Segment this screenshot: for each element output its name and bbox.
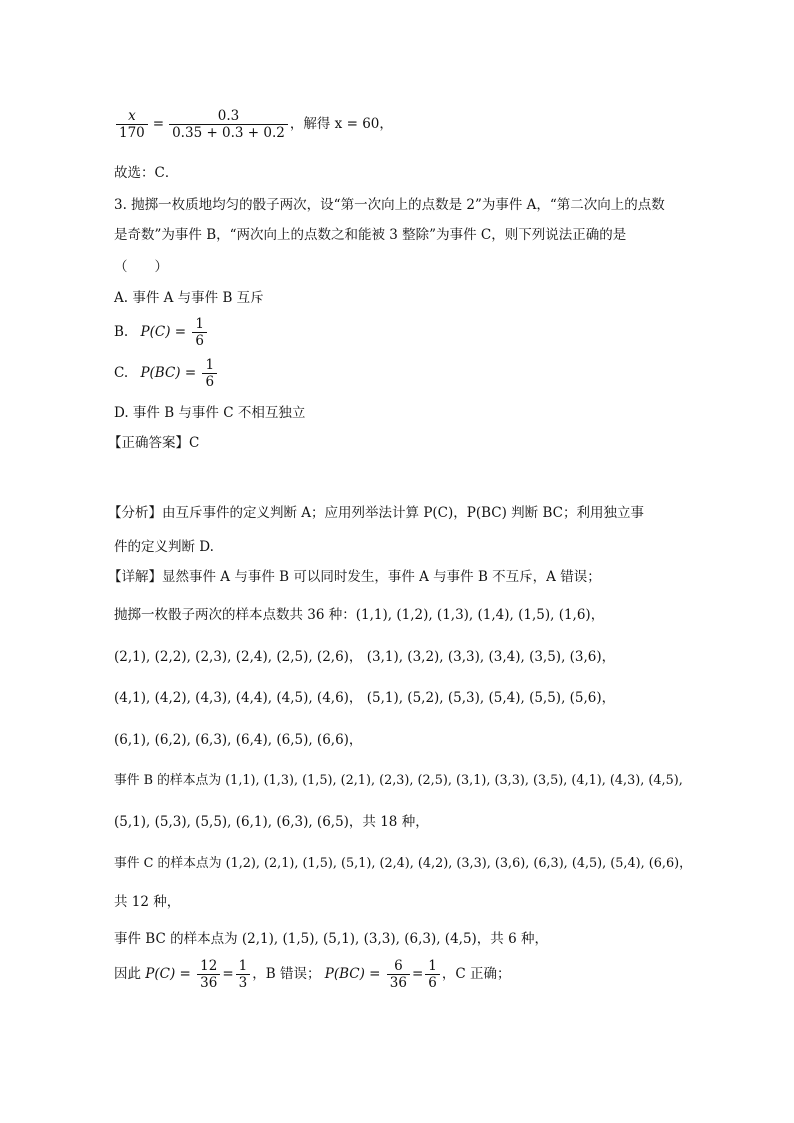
- detail-line-2: 抛掷一枚骰子两次的样本点数共 36 种：(1,1), (1,2), (1,3), (1,4), (1,5), (1,6)，: [114, 607, 605, 623]
- fraction-x-over-170: [116, 108, 148, 141]
- fraction-denominator: 6: [195, 333, 204, 350]
- previous-answer: 故选：C．: [114, 165, 179, 181]
- fraction-numerator: x: [116, 108, 148, 125]
- conclusion-mid: ，B 错误；: [252, 966, 321, 983]
- analysis-line-1: 【分析】由互斥事件的定义判断 A；应用列举法计算 P(C)，P(BC) 判断 BC；利用独立事: [108, 505, 644, 521]
- option-b-expression: P(C) =: [140, 324, 187, 341]
- fraction-numerator: 0.3: [169, 108, 288, 125]
- fraction-denominator: 36: [200, 975, 218, 992]
- fraction-denominator: 3: [238, 975, 248, 992]
- fraction-numerator: 1: [192, 316, 207, 333]
- fraction-numerator: 12: [197, 958, 220, 975]
- question-line-3: （ ）: [114, 259, 168, 275]
- fraction-6-36: [387, 958, 410, 991]
- option-a: A. 事件 A 与事件 B 互斥: [114, 290, 264, 306]
- fraction-1-6: [425, 958, 440, 991]
- option-c-fraction: [202, 357, 217, 390]
- conclusion-end: ，C 正确；: [441, 966, 511, 983]
- conclusion-prefix: 因此: [114, 966, 141, 983]
- equals-sign: =: [152, 116, 165, 133]
- detail-line-8: 事件 C 的样本点为 (1,2), (2,1), (1,5), (5,1), (2,4), (4,2), (3,3), (3,6), (6,3), (4,5), (5,4), (6,6)，: [114, 856, 692, 871]
- fraction-denominator: 170: [119, 125, 145, 142]
- fraction-12-36: [197, 958, 220, 991]
- option-c-expression: P(BC) =: [140, 365, 197, 382]
- detail-line-1: 【详解】显然事件 A 与事件 B 可以同时发生，事件 A 与事件 B 不互斥，A 错误；: [108, 569, 601, 585]
- fraction-numerator: 6: [387, 958, 410, 975]
- detail-line-5: (6,1), (6,2), (6,3), (6,4), (6,5), (6,6)，: [114, 732, 363, 748]
- formula-line: [114, 108, 393, 141]
- detail-line-6: 事件 B 的样本点为 (1,1), (1,3), (1,5), (2,1), (2,3), (2,5), (3,1), (3,3), (3,5), (4,1), (4,3), (4,5),: [114, 773, 683, 788]
- fraction-denominator: 6: [428, 975, 437, 992]
- equals-sign: =: [222, 966, 234, 983]
- fraction-denominator: 36: [389, 975, 407, 992]
- fraction-probability: [169, 108, 288, 141]
- fraction-numerator: 1: [236, 958, 251, 975]
- pc-expression: P(C) =: [145, 966, 191, 983]
- fraction-1-3: [236, 958, 251, 991]
- fraction-numerator: 1: [425, 958, 440, 975]
- correct-answer: 【正确答案】C: [108, 435, 200, 451]
- option-d: D. 事件 B 与事件 C 不相互独立: [114, 405, 306, 421]
- question-line-1: 3. 抛掷一枚质地均匀的骰子两次，设“第一次向上的点数是 2”为事件 A，“第二次向上的点数: [114, 197, 665, 213]
- formula-result: ，解得 x = 60，: [289, 116, 393, 133]
- detail-line-7: (5,1), (5,3), (5,5), (6,1), (6,3), (6,5)，共 18 种，: [114, 814, 429, 830]
- conclusion-line: [114, 958, 511, 991]
- analysis-line-2: 件的定义判断 D.: [114, 539, 214, 555]
- detail-line-3: (2,1), (2,2), (2,3), (2,4), (2,5), (2,6)， (3,1), (3,2), (3,3), (3,4), (3,5), (3,6)，: [114, 649, 616, 665]
- question-line-2: 是奇数”为事件 B，“两次向上的点数之和能被 3 整除”为事件 C，则下列说法正确的是: [114, 227, 627, 243]
- option-b: [114, 316, 209, 349]
- option-c-label: C.: [114, 365, 129, 382]
- equals-sign: =: [411, 966, 424, 983]
- detail-line-10: 事件 BC 的样本点为 (2,1), (1,5), (5,1), (3,3), (6,3), (4,5)，共 6 种，: [114, 931, 548, 947]
- fraction-denominator: 6: [205, 374, 215, 391]
- detail-line-4: (4,1), (4,2), (4,3), (4,4), (4,5), (4,6)， (5,1), (5,2), (5,3), (5,4), (5,5), (5,6)，: [114, 690, 616, 706]
- fraction-denominator: 0.35 + 0.3 + 0.2: [172, 125, 285, 142]
- option-b-fraction: [192, 316, 207, 349]
- pbc-expression: P(BC) =: [324, 966, 381, 983]
- option-c: [114, 357, 219, 390]
- option-b-label: B.: [114, 324, 129, 341]
- detail-line-9: 共 12 种，: [114, 894, 181, 910]
- fraction-numerator: 1: [202, 357, 217, 374]
